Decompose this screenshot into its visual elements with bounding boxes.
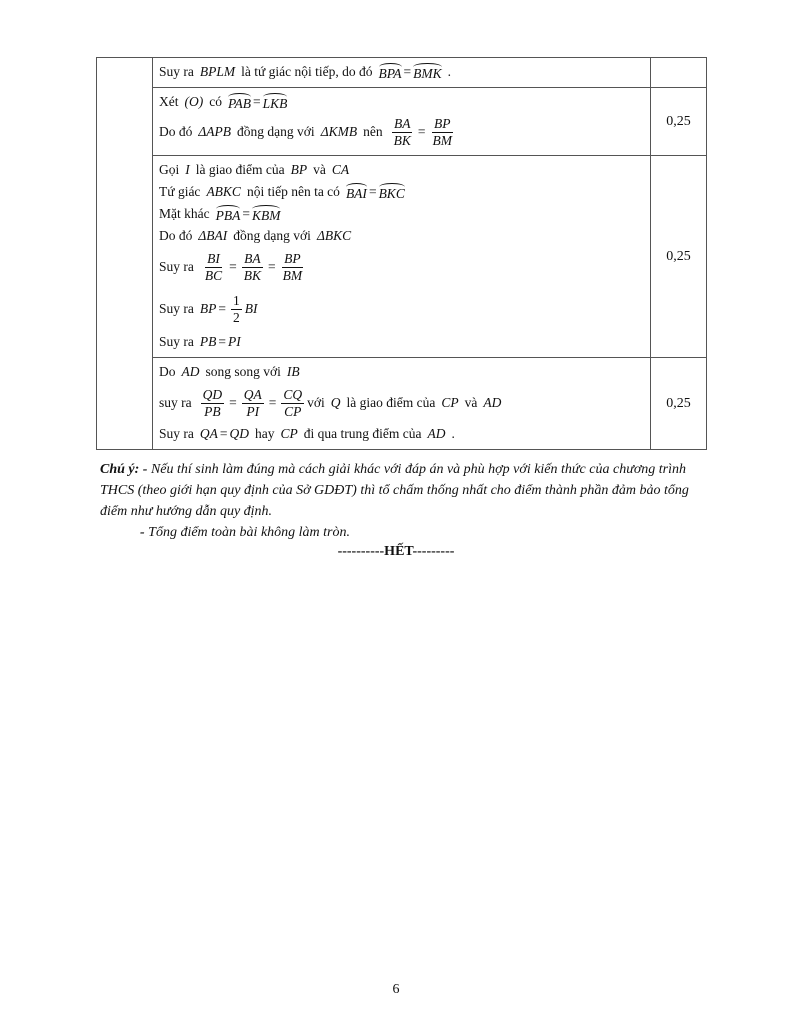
angle: LKB [263, 93, 288, 112]
solution-line: Mặt khác PBA = KBM [159, 206, 281, 223]
solution-line: Xét (O) có PAB = LKB [159, 94, 288, 111]
fraction: $\frac{BI}{BC}$ [204, 250, 223, 283]
solution-line: Suy ra QA = QD hay CP đi qua trung điểm của AD . [159, 426, 455, 441]
angle: KBM [252, 205, 281, 224]
solution-line: Tứ giác ABKC nội tiếp nên ta có BAI = BKC [159, 184, 405, 201]
solution-line: Do đó ΔBAI đồng dạng với ΔBKC [159, 228, 352, 243]
angle: PAB [228, 93, 251, 112]
angle: BPA [379, 63, 402, 82]
solution-line: Do đó ΔAPB đồng dạng với ΔKMB nên $\frac{BA}{BK}$ = $\frac{BP}{BM}$ [159, 115, 452, 148]
note-section [100, 459, 700, 543]
fraction: $\frac{BP}{BM}$ [432, 115, 452, 148]
solution-line: Suy ra BP = $\frac{1}{2}$ BI [159, 292, 258, 325]
note-text: Nếu thí sinh làm đúng mà cách giải khác với đáp án và phù hợp với kiến thức của chương trình THCS (theo giới hạn quy định của Sở GDĐT) thì tổ chấm thống nhất cho điểm thành phần đảm bảo tổng điểm như hướng dẫn quy định. [100, 462, 689, 519]
solution-line: Do AD song song với IB [159, 364, 300, 379]
angle: BAI [346, 183, 367, 202]
solution-cell [153, 88, 651, 156]
note-paragraph [100, 459, 700, 522]
grading-table [96, 57, 707, 450]
solution-line: Suy ra BPLM là tứ giác nội tiếp, do đó BPA = BMK . [159, 64, 452, 81]
fraction: $\frac{CQ}{CP}$ [283, 386, 303, 419]
angle: BMK [413, 63, 442, 82]
table-row [97, 358, 707, 450]
solution-cell [153, 156, 651, 358]
fraction: $\frac{QD}{PB}$ [202, 386, 223, 419]
question-column [97, 58, 153, 450]
solution-line: suy ra $\frac{QD}{PB}$ = $\frac{QA}{PI}$ = $\frac{CQ}{CP}$ với Q là giao điểm của CP và AD [159, 386, 502, 419]
solution-line: Gọi I là giao điểm của BP và CA [159, 162, 350, 177]
solution-cell [153, 358, 651, 450]
solution-cell [153, 58, 651, 88]
score-cell [651, 58, 707, 88]
fraction: $\frac{BA}{BK}$ [393, 115, 411, 148]
table-row [97, 156, 707, 358]
solution-line: Suy ra PB = PI [159, 334, 241, 349]
score-cell: 0,25 [651, 88, 707, 156]
fraction: $\frac{BA}{BK}$ [243, 250, 262, 283]
solution-line: Suy ra $\frac{BI}{BC}$ = $\frac{BA}{BK}$ = $\frac{BP}{BM}$ [159, 250, 303, 283]
score-cell: 0,25 [651, 358, 707, 450]
table-row [97, 88, 707, 156]
fraction: $\frac{1}{2}$ [233, 292, 240, 325]
angle: PBA [216, 205, 241, 224]
fraction: $\frac{BP}{BM}$ [282, 250, 303, 283]
table-row [97, 58, 707, 88]
fraction: $\frac{QA}{PI}$ [243, 386, 262, 419]
page-number: 6 [392, 982, 400, 997]
end-marker: ----------HẾT--------- [337, 544, 455, 559]
note-item: - Tổng điểm toàn bài không làm tròn. [140, 525, 351, 540]
angle: BKC [379, 183, 405, 202]
note-label: Chú ý: - [100, 462, 148, 477]
score-cell: 0,25 [651, 156, 707, 358]
